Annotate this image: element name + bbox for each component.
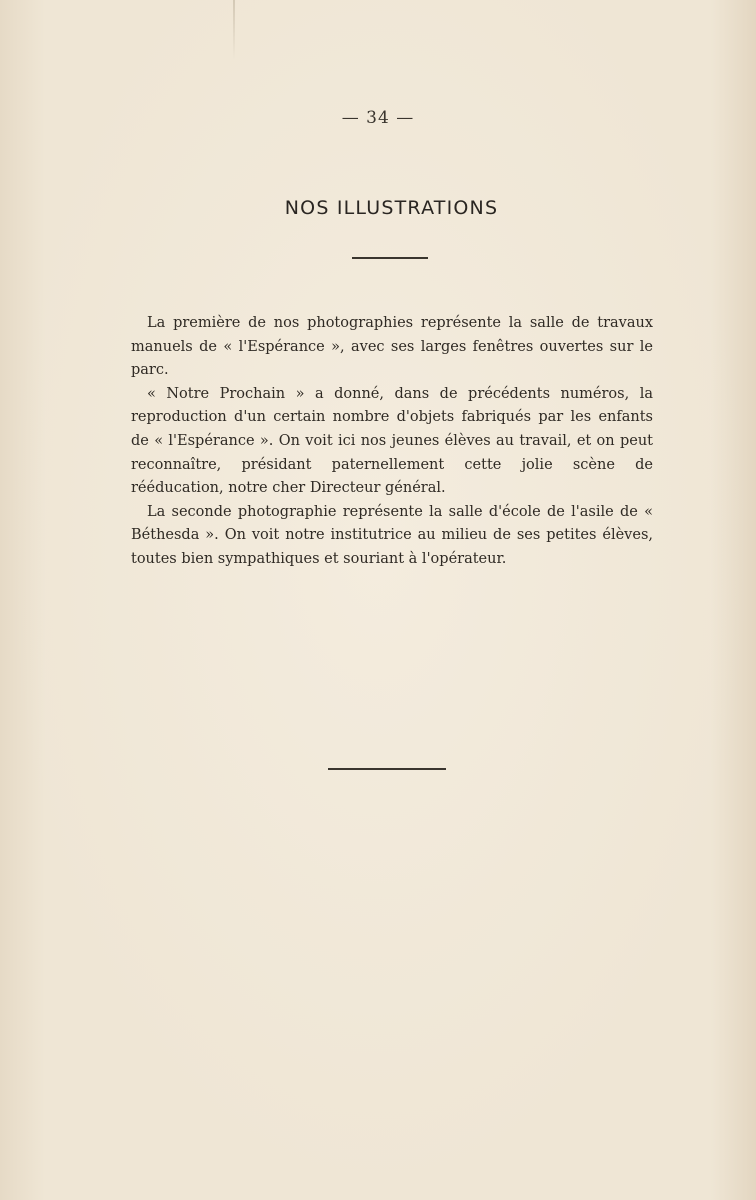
section-title: NOS ILLUSTRATIONS: [284, 197, 499, 219]
paper-fold-mark: [233, 0, 235, 60]
article-body: [131, 312, 653, 572]
page-number: — 34 —: [341, 108, 415, 128]
paragraph-2: « Notre Prochain » a donné, dans de précédents numéros, la reproduction d'un certain nombre d'objets fabriqués par les enfants de « l'Espérance ». On voit ici nos jeunes élèves au travail, et on peut reconnaître, présidant paternellement cette jolie scène de rééducation, notre cher Directeur général.: [131, 385, 653, 497]
paragraph-1: La première de nos photographies représente la salle de travaux manuels de « l'Espérance », avec ses larges fenêtres ouvertes sur le parc.: [131, 315, 653, 379]
title-divider: [352, 257, 428, 259]
paragraph-3: La seconde photographie représente la salle d'école de l'asile de « Béthesda ». On voit notre institutrice au milieu de ses petites élèves, toutes bien sympathiques et souriant à l'opérateur.: [131, 503, 653, 567]
end-divider: [328, 768, 446, 770]
